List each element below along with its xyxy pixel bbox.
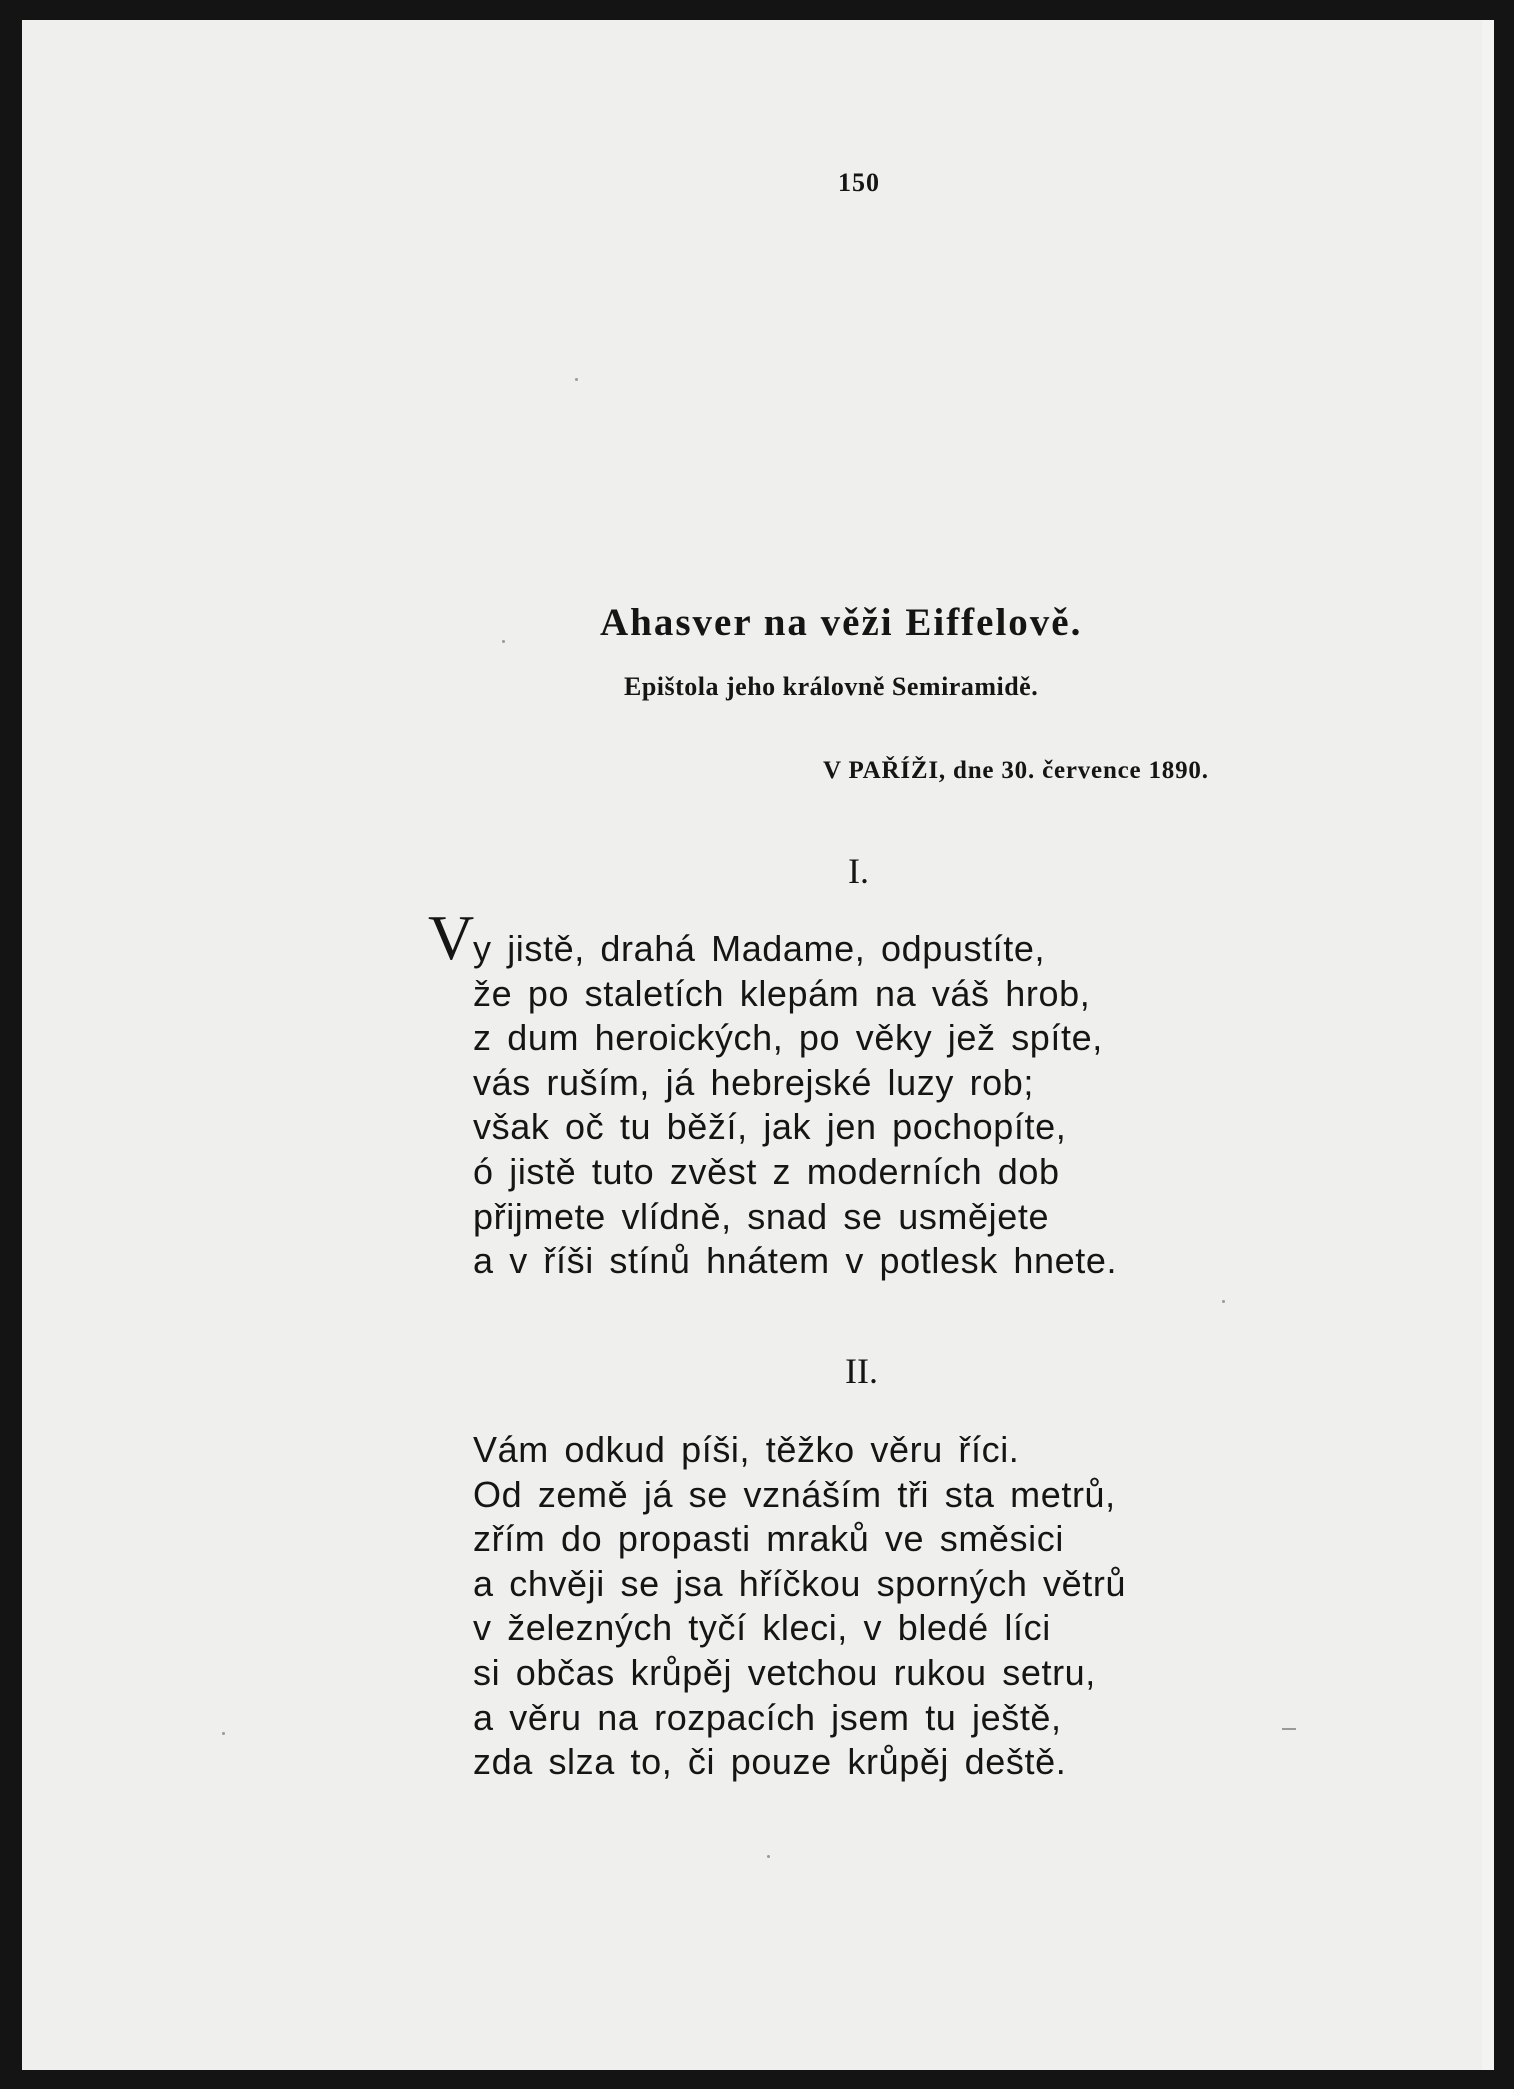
verse-line: a chvěji se jsa hříčkou sporných větrů [473, 1562, 1127, 1604]
verse-line: Vám odkud píši, těžko věru říci. [473, 1429, 1020, 1470]
stanza-2 [473, 1428, 1126, 1785]
verse-line: ó jistě tuto zvěst z moderních dob [473, 1150, 1060, 1192]
verse-line: v železných tyčí kleci, v bledé líci [473, 1607, 1051, 1649]
dateline: V PAŘÍŽI, dne 30. července 1890. [823, 757, 1209, 784]
stanza-1 [473, 927, 1117, 1284]
verse-line: vás ruším, já hebrejské luzy rob; [473, 1061, 1034, 1103]
verse-line: si občas krůpěj vetchou rukou setru, [473, 1651, 1096, 1693]
verse-line: a věru na rozpacích jsem tu ještě, [473, 1696, 1062, 1738]
poem-title: Ahasver na věži Eiffelově. [600, 601, 1083, 644]
poem-subtitle: Epištola jeho královně Semiramidě. [624, 672, 1039, 701]
drop-cap: V [428, 902, 475, 973]
paper-speck [767, 1855, 770, 1858]
paper-speck [222, 1732, 225, 1735]
paper-speck [575, 378, 578, 381]
paper-speck [502, 640, 505, 643]
section-number: I. [848, 851, 869, 891]
facing-page-edge [1482, 20, 1494, 2070]
verse-line: y jistě, drahá Madame, odpustíte, [473, 928, 1046, 969]
verse-line: přijmete vlídně, snad se usmějete [473, 1195, 1050, 1237]
verse-line: zřím do propasti mraků ve směsici [473, 1518, 1064, 1560]
verse-line: z dum heroických, po věky jež spíte, [473, 1017, 1103, 1059]
verse-line: že po staletích klepám na váš hrob, [473, 972, 1091, 1014]
paper-speck [1222, 1300, 1225, 1303]
section-number: II. [845, 1351, 878, 1391]
verse-line: zda slza to, či pouze krůpěj deště. [473, 1741, 1067, 1783]
page-number: 150 [838, 168, 880, 197]
verse-line: Od země já se vznáším tři sta metrů, [473, 1473, 1116, 1515]
verse-line: a v říši stínů hnátem v potlesk hnete. [473, 1240, 1118, 1282]
paper-speck [1282, 1728, 1296, 1730]
verse-line: však oč tu běží, jak jen pochopíte, [473, 1106, 1067, 1148]
